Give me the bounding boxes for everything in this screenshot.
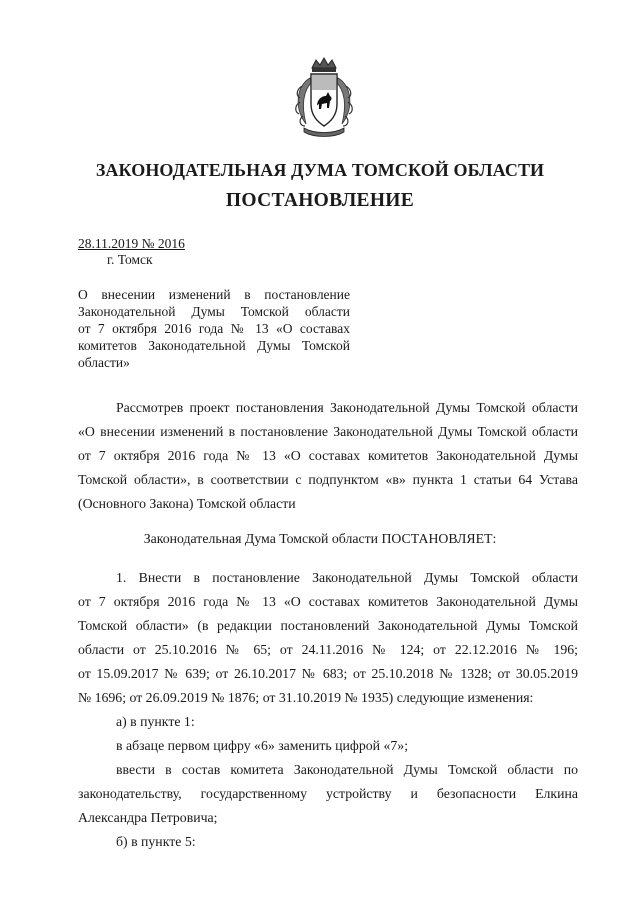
body-line: № 1696; от 26.09.2019 № 1876; от 31.10.2019 № 1935) следующие изменения:	[78, 690, 534, 705]
document-type-title: ПОСТАНОВЛЕНИЕ	[225, 190, 415, 211]
document-city: г. Томск	[107, 252, 153, 267]
preamble-line: «О внесении изменений в постановление Законодательной Думы Томской области	[78, 424, 578, 439]
preamble-line: от 7 октября 2016 года № 13 «О составах комитетов Законодательной Думы	[78, 448, 578, 463]
body-line: 1. Внести в постановление Законодательной Думы Томской области	[116, 570, 578, 585]
preamble-line: Рассмотрев проект постановления Законодательной Думы Томской области	[116, 400, 578, 415]
body-line: в абзаце первом цифру «6» заменить цифрой «7»;	[116, 738, 409, 753]
document-subject	[78, 286, 350, 371]
body-line: законодательству, государственному устройству и безопасности Елкина	[78, 786, 578, 801]
preamble-line: (Основного Закона) Томской области	[78, 496, 296, 511]
organization-title: ЗАКОНОДАТЕЛЬНАЯ ДУМА ТОМСКОЙ ОБЛАСТИ	[95, 160, 545, 180]
subject-line: комитетов Законодательной Думы Томской	[78, 338, 350, 353]
body-line: области от 25.10.2016 № 65; от 24.11.2016 № 124; от 22.12.2016 № 196;	[78, 642, 578, 657]
subject-line: Законодательной Думы Томской области	[78, 304, 350, 319]
preamble-line: Томской области», в соответствии с подпунктом «в» пункта 1 статьи 64 Устава	[78, 472, 578, 487]
body-line: от 15.09.2017 № 639; от 26.10.2017 № 683; от 25.10.2018 № 1328; от 30.05.2019	[78, 666, 578, 681]
coat-of-arms-icon	[290, 56, 358, 140]
subject-line: области»	[78, 355, 130, 370]
resolves-statement: Законодательная Дума Томской области ПОСТАНОВЛЯЕТ:	[143, 531, 497, 546]
body-line: а) в пункте 1:	[116, 714, 195, 729]
document-date-number: 28.11.2019 № 2016	[78, 236, 185, 251]
subject-line: О внесении изменений в постановление	[78, 287, 350, 302]
body-line: от 7 октября 2016 года № 13 «О составах комитетов Законодательной Думы	[78, 594, 578, 609]
subject-line: от 7 октября 2016 года № 13 «О составах	[78, 321, 350, 336]
body-line: ввести в состав комитета Законодательной Думы Томской области по	[116, 762, 578, 777]
body-line: Александра Петровича;	[78, 810, 218, 825]
body-line: Томской области» (в редакции постановлений Законодательной Думы Томской	[78, 618, 578, 633]
body-line: б) в пункте 5:	[116, 834, 196, 849]
